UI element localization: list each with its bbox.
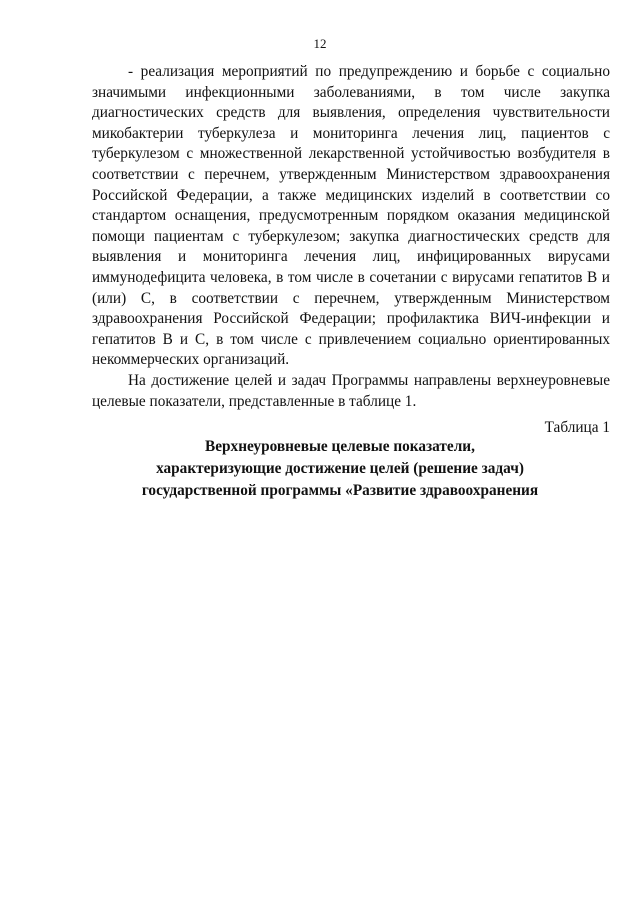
body-text <box>92 62 610 412</box>
paragraph-indicators: На достижение целей и задач Программы направлены верхнеуровневые целевые показатели, представленные в таблице 1. <box>92 371 610 410</box>
table-label: Таблица 1 <box>544 419 610 436</box>
table-title-line: государственной программы «Развитие здравоохранения <box>141 482 539 499</box>
table-title <box>40 436 640 502</box>
page-number: 12 <box>313 36 327 51</box>
table-title-line: характеризующие достижение целей (решение задач) <box>156 460 524 477</box>
paragraph-measures: - реализация мероприятий по предупреждению и борьбе с социально значимыми инфекционными заболеваниями, в том числе закупка диагностических средств для выявления, определения чувствительности микобактерии туберкулеза и мониторинга лечения лиц, пациентов с туберкулезом с множественной лекарственной устойчивостью возбудителя в соответствии с перечнем, утвержденным Министерством здравоохранения Российской Федерации, а также медицинских изделий в соответствии со стандартом оснащения, предусмотренным порядком оказания медицинской помощи пациентам с туберкулезом; закупка диагностических средств для выявления и мониторинга лечения лиц, инфицированных вирусами иммунодефицита человека, в том числе в сочетании с вирусами гепатитов B и (или) C, в соответствии с перечнем, утвержденным Министерством здравоохранения Российской Федерации; профилактика ВИЧ-инфекции и гепатитов B и C, в том числе с привлечением социально ориентированных некоммерческих организаций. <box>92 63 610 369</box>
table-title-line: Верхнеуровневые целевые показатели, <box>205 438 475 455</box>
